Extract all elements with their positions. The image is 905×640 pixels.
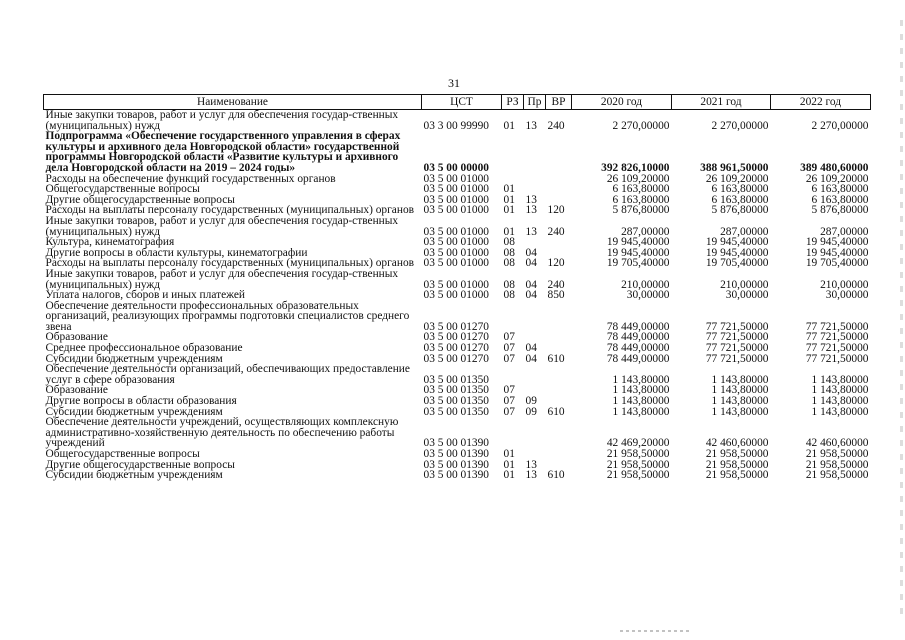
header-pr: Пр (524, 95, 546, 110)
cell-2022: 1 143,80000 (811, 384, 869, 397)
cell-pr: 09 (525, 395, 537, 408)
cell-rz (502, 301, 524, 333)
cell-vr: 610 (547, 469, 565, 482)
cell-vr: 850 (547, 289, 565, 302)
cell-rz: 01 (503, 119, 515, 132)
cell-2020: 78 449,00000 (606, 352, 670, 365)
table-body (44, 110, 871, 481)
cell-name: Иные закупки товаров, работ и услуг для обеспечения государ-ственных (муниципальных) нужд (45, 214, 399, 238)
cell-2020: 30,00000 (626, 289, 670, 302)
cell-2021: 26 109,20000 (705, 172, 769, 185)
cell-cst: 03 5 00 01390 (423, 469, 489, 482)
cell-vr (546, 449, 572, 460)
cell-2021: 30,00000 (725, 289, 769, 302)
cell-2022: 5 876,80000 (811, 204, 869, 217)
cell-2020: 1 143,80000 (612, 373, 670, 386)
cell-2020: 78 449,00000 (606, 342, 670, 355)
cell-cst: 03 5 00 01390 (423, 437, 489, 450)
scan-footer-marks (620, 630, 690, 632)
cell-pr: 04 (525, 257, 537, 270)
cell-2022: 287,00000 (820, 225, 869, 238)
cell-2021: 21 958,50000 (705, 458, 769, 471)
table-row (44, 417, 871, 449)
cell-2021: 5 876,80000 (711, 204, 769, 217)
cell-2022: 77 721,50000 (805, 342, 869, 355)
cell-2020: 78 449,00000 (606, 320, 670, 333)
cell-pr: 04 (525, 278, 537, 291)
cell-rz: 07 (503, 331, 515, 344)
cell-vr (546, 332, 572, 343)
cell-cst: 03 5 00 00000 (423, 161, 489, 174)
cell-cst: 03 5 00 01000 (423, 193, 489, 206)
cell-name: Субсидии бюджетным учреждениям (45, 405, 223, 418)
cell-name: Иные закупки товаров, работ и услуг для обеспечения государ-ственных (муниципальных) нужд (45, 109, 399, 132)
cell-rz: 07 (503, 342, 515, 355)
cell-2022: 30,00000 (825, 289, 869, 302)
cell-rz: 01 (503, 469, 515, 482)
table-row (44, 364, 871, 385)
cell-pr (524, 131, 546, 173)
cell-2021: 210,00000 (720, 278, 769, 291)
cell-2022: 19 945,40000 (805, 246, 869, 259)
cell-2021: 287,00000 (720, 225, 769, 238)
cell-name: Среднее профессиональное образование (45, 342, 243, 355)
cell-name: Обеспечение деятельности профессиональных образовательных организаций, реализующих программы подготовки специалистов среднего звена (45, 299, 410, 333)
cell-vr: 120 (547, 257, 565, 270)
cell-2021: 6 163,80000 (711, 193, 769, 206)
cell-2020: 1 143,80000 (612, 405, 670, 418)
cell-rz (502, 364, 524, 385)
header-vr: ВР (546, 95, 572, 110)
cell-cst: 03 5 00 01350 (423, 384, 489, 397)
cell-vr (546, 184, 572, 195)
table-row (44, 110, 871, 132)
cell-vr (546, 301, 572, 333)
scan-edge-marks (900, 20, 903, 620)
cell-2020: 19 945,40000 (606, 236, 670, 249)
page-number: 31 (448, 76, 460, 90)
cell-cst: 03 5 00 01270 (423, 342, 489, 355)
cell-name: Расходы на выплаты персоналу государственных (муниципальных) органов (45, 204, 415, 217)
cell-2020: 6 163,80000 (612, 193, 670, 206)
cell-2021: 19 945,40000 (705, 246, 769, 259)
header-2022: 2022 год (771, 95, 871, 110)
cell-2022: 21 958,50000 (805, 448, 869, 460)
cell-2021: 21 958,50000 (705, 469, 769, 482)
cell-2020: 210,00000 (621, 278, 670, 291)
cell-cst: 03 5 00 01390 (423, 448, 489, 460)
table-row (44, 216, 871, 237)
cell-cst: 03 5 00 01270 (423, 352, 489, 365)
cell-2022: 26 109,20000 (805, 172, 869, 185)
cell-pr: 13 (525, 204, 537, 217)
cell-vr: 610 (547, 405, 565, 418)
table-row (44, 301, 871, 333)
cell-cst: 03 5 00 01390 (423, 458, 489, 471)
cell-2021: 77 721,50000 (705, 342, 769, 355)
cell-2020: 287,00000 (621, 225, 670, 238)
cell-pr: 09 (525, 405, 537, 418)
cell-pr: 04 (525, 289, 537, 302)
cell-vr (546, 417, 572, 449)
cell-vr: 610 (547, 352, 565, 365)
cell-2022: 1 143,80000 (811, 373, 869, 386)
header-2021: 2021 год (672, 95, 771, 110)
cell-cst: 03 5 00 01270 (423, 331, 489, 344)
cell-name: Образование (45, 384, 108, 397)
cell-pr: 13 (525, 119, 537, 132)
cell-2022: 1 143,80000 (811, 395, 869, 408)
cell-rz: 07 (503, 405, 515, 418)
cell-rz: 01 (503, 204, 515, 217)
cell-rz: 07 (503, 352, 515, 365)
cell-name: Уплата налогов, сборов и иных платежей (45, 289, 245, 302)
cell-2020: 1 143,80000 (612, 384, 670, 397)
cell-cst: 03 3 00 99990 (423, 119, 489, 132)
cell-pr: 04 (525, 352, 537, 365)
cell-pr (524, 364, 546, 385)
cell-name: Расходы на выплаты персоналу государственных (муниципальных) органов (45, 257, 415, 270)
cell-2020: 21 958,50000 (606, 448, 670, 460)
table-row (44, 470, 871, 481)
cell-cst: 03 5 00 01000 (423, 183, 489, 196)
budget-table (43, 94, 871, 481)
cell-cst: 03 5 00 01000 (423, 289, 489, 302)
cell-2022: 77 721,50000 (805, 320, 869, 333)
cell-cst: 03 5 00 01350 (423, 373, 489, 386)
cell-cst: 03 5 00 01000 (423, 172, 489, 185)
table-row (44, 449, 871, 460)
header-2020: 2020 год (572, 95, 672, 110)
cell-rz (502, 131, 524, 173)
cell-2022: 77 721,50000 (805, 352, 869, 365)
cell-cst: 03 5 00 01000 (423, 236, 489, 249)
cell-rz: 01 (503, 225, 515, 238)
cell-name: Общегосударственные вопросы (45, 183, 200, 196)
cell-pr: 04 (525, 246, 537, 259)
cell-name: Общегосударственные вопросы (45, 448, 200, 460)
cell-pr (524, 449, 546, 460)
cell-2022: 19 945,40000 (805, 236, 869, 249)
cell-2021: 77 721,50000 (705, 331, 769, 344)
cell-vr (546, 174, 572, 185)
cell-2021: 42 460,60000 (705, 437, 769, 450)
cell-rz: 08 (503, 257, 515, 270)
cell-cst: 03 5 00 01000 (423, 225, 489, 238)
table-row (44, 131, 871, 173)
table-row (44, 269, 871, 290)
cell-name: Иные закупки товаров, работ и услуг для обеспечения государ-ственных (муниципальных) нужд (45, 267, 399, 291)
cell-2022: 2 270,00000 (811, 119, 869, 132)
cell-rz: 08 (503, 246, 515, 259)
cell-name: Субсидии бюджетным учреждениям (45, 469, 223, 482)
cell-2022: 21 958,50000 (805, 458, 869, 471)
cell-2022: 77 721,50000 (805, 331, 869, 344)
cell-2020: 392 826,10000 (601, 161, 670, 174)
cell-name: Обеспечение деятельности организаций, обеспечивающих предоставление услуг в сфере образования (45, 363, 410, 386)
cell-2020: 1 143,80000 (612, 395, 670, 408)
cell-2020: 2 270,00000 (612, 119, 670, 132)
cell-name: Другие вопросы в области образования (45, 395, 237, 408)
header-cst: ЦСТ (422, 95, 502, 110)
cell-vr (546, 364, 572, 385)
cell-2022: 210,00000 (820, 278, 869, 291)
cell-cst: 03 5 00 01000 (423, 246, 489, 259)
cell-cst: 03 5 00 01000 (423, 204, 489, 217)
cell-pr: 13 (525, 458, 537, 471)
cell-pr: 13 (525, 225, 537, 238)
cell-name: Другие общегосударственные вопросы (45, 458, 235, 471)
cell-pr (524, 301, 546, 333)
cell-rz: 07 (503, 395, 515, 408)
cell-name: Культура, кинематография (45, 236, 175, 249)
cell-name: Другие общегосударственные вопросы (45, 193, 235, 206)
cell-2020: 6 163,80000 (612, 183, 670, 196)
cell-vr (546, 237, 572, 248)
cell-pr (524, 417, 546, 449)
cell-2020: 19 945,40000 (606, 246, 670, 259)
cell-2022: 389 480,60000 (800, 161, 869, 174)
cell-vr (546, 131, 572, 173)
header-rz: РЗ (502, 95, 524, 110)
cell-rz: 01 (503, 183, 515, 196)
cell-pr: 13 (525, 193, 537, 206)
cell-2021: 21 958,50000 (705, 448, 769, 460)
cell-name: Другие вопросы в области культуры, кинематографии (45, 246, 308, 259)
cell-pr: 04 (525, 342, 537, 355)
cell-cst: 03 5 00 01350 (423, 395, 489, 408)
cell-2021: 1 143,80000 (711, 384, 769, 397)
header-name: Наименование (44, 95, 422, 110)
cell-vr (546, 385, 572, 396)
cell-2020: 42 469,20000 (606, 437, 670, 450)
cell-2021: 1 143,80000 (711, 405, 769, 418)
cell-rz: 08 (503, 236, 515, 249)
table-header-row (44, 95, 871, 110)
cell-rz: 01 (503, 193, 515, 206)
cell-vr: 240 (547, 119, 565, 132)
cell-2022: 21 958,50000 (805, 469, 869, 482)
cell-2021: 1 143,80000 (711, 373, 769, 386)
cell-pr: 13 (525, 469, 537, 482)
cell-rz: 07 (503, 384, 515, 397)
cell-2021: 19 705,40000 (705, 257, 769, 270)
cell-2020: 5 876,80000 (612, 204, 670, 217)
cell-2021: 1 143,80000 (711, 395, 769, 408)
cell-2020: 21 958,50000 (606, 469, 670, 482)
cell-cst: 03 5 00 01000 (423, 257, 489, 270)
cell-2021: 388 961,50000 (700, 161, 769, 174)
cell-2021: 19 945,40000 (705, 236, 769, 249)
cell-cst: 03 5 00 01270 (423, 320, 489, 333)
cell-2021: 77 721,50000 (705, 320, 769, 333)
cell-rz (502, 417, 524, 449)
cell-rz: 08 (503, 289, 515, 302)
cell-vr: 240 (547, 278, 565, 291)
cell-2022: 6 163,80000 (811, 193, 869, 206)
cell-2021: 2 270,00000 (711, 119, 769, 132)
cell-2020: 19 705,40000 (606, 257, 670, 270)
cell-name: Субсидии бюджетным учреждениям (45, 352, 223, 365)
cell-cst: 03 5 00 01350 (423, 405, 489, 418)
cell-2022: 6 163,80000 (811, 183, 869, 196)
cell-2022: 42 460,60000 (805, 437, 869, 450)
cell-2020: 78 449,00000 (606, 331, 670, 344)
cell-vr: 240 (547, 225, 565, 238)
cell-2022: 1 143,80000 (811, 405, 869, 418)
cell-rz: 01 (503, 448, 515, 460)
cell-2020: 26 109,20000 (606, 172, 670, 185)
cell-cst: 03 5 00 01000 (423, 278, 489, 291)
cell-2021: 77 721,50000 (705, 352, 769, 365)
cell-2022: 19 705,40000 (805, 257, 869, 270)
cell-2020: 21 958,50000 (606, 458, 670, 471)
cell-2021: 6 163,80000 (711, 183, 769, 196)
cell-rz: 01 (503, 458, 515, 471)
cell-vr: 120 (547, 204, 565, 217)
cell-pr (524, 174, 546, 185)
cell-name: Обеспечение деятельности учреждений, осуществляющих комплексную административно-хозяйственную деятельность по обеспечению работы учреждений (45, 416, 399, 450)
cell-name: Подпрограмма «Обеспечение государственного управления в сферах культуры и архивного дела Новгородской области» государственной программы Новгородской области «Развитие культуры и архивного дела Новгородской области на 2019 – 2024 годы» (45, 130, 401, 174)
cell-name: Расходы на обеспечение функций государственных органов (45, 172, 336, 185)
cell-rz: 08 (503, 278, 515, 291)
cell-name: Образование (45, 331, 108, 344)
